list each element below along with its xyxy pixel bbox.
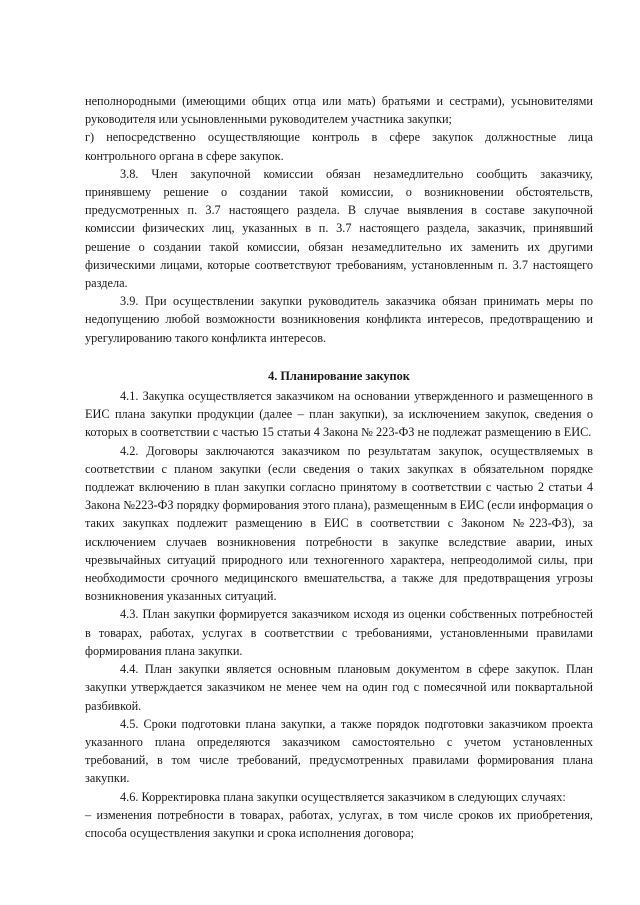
paragraph-relatives: неполнородными (имеющими общих отца или мать) братьями и сестрами), усыновителями руководителя или усыновленными руководителем участника закупки; [85,94,593,127]
section-heading-4: 4. Планирование закупок [268,368,410,383]
paragraph-4-2: 4.2. Договоры заключаются заказчиком по результатам закупок, осуществляемых в соответствии с планом закупки (если сведения о таких закупках в обязательном порядке подлежат включению в план закупки согласно принятому в соответствии с частью 2 статьи 4 Закона №223-ФЗ порядку формирования этого плана), размещенным в ЕИС (если информация о таких закупках подлежит размещению в ЕИС в соответствии с Законом №223-ФЗ), за исключением случаев возникновения потребности в закупке вследствие аварии, иных чрезвычайных ситуаций природного или техногенного характера, непреодолимой силы, при необходимости срочного медицинского вмешательства, а также для предотвращения угрозы возникновения указанных ситуаций. [85,443,593,604]
paragraph-3-9: 3.9. При осуществлении закупки руководитель заказчика обязан принимать меры по недопущению любой возможности возникновения конфликта интересов, предотвращению и урегулированию такого конфликта интересов. [85,294,593,345]
paragraph-4-3: 4.3. План закупки формируется заказчиком исходя из оценки собственных потребностей в товарах, работах, услугах в соответствии с требованиями, установленными правилами формирования плана закупки. [85,607,593,658]
document-page [85,92,593,842]
paragraph-4-6: 4.6. Корректировка плана закупки осуществляется заказчиком в следующих случаях: [120,789,566,804]
paragraph-3-8: 3.8. Член закупочной комиссии обязан незамедлительно сообщить заказчику, принявшему решение о создании такой комиссии, о возникновении обстоятельств, предусмотренных п. 3.7 настоящего раздела. В случае выявления в составе закупочной комиссии физических лиц, указанных в п. 3.7 настоящего раздела, заказчик, принявший решение о создании такой комиссии, обязан незамедлительно их заменить их другими физическими лицами, которые соответствуют требованиям, установленным п. 3.7 настоящего раздела. [85,166,593,291]
paragraph-item-g: г) непосредственно осуществляющие контроль в сфере закупок должностные лица контрольного органа в сфере закупок. [85,130,593,163]
paragraph-4-4: 4.4. План закупки является основным плановым документом в сфере закупок. План закупки утверждается заказчиком не менее чем на один год с помесячной или поквартальной разбивкой. [85,662,593,713]
paragraph-4-5: 4.5. Сроки подготовки плана закупки, а также порядок подготовки заказчиком проекта указанного плана определяются заказчиком самостоятельно с учетом установленных требований, в том числе требований, предусмотренных правилами формирования плана закупки. [85,716,593,786]
paragraph-4-1: 4.1. Закупка осуществляется заказчиком на основании утвержденного и размещенного в ЕИС плана закупки продукции (далее – план закупки), за исключением закупок, сведения о которых в соответствии с частью 15 статьи 4 Закона № 223-ФЗ не подлежат размещению в ЕИС. [85,389,593,440]
list-item-change-needs: – изменения потребности в товарах, работах, услугах, в том числе сроков их приобретения, способа осуществления закупки и срока исполнения договора; [85,807,593,840]
